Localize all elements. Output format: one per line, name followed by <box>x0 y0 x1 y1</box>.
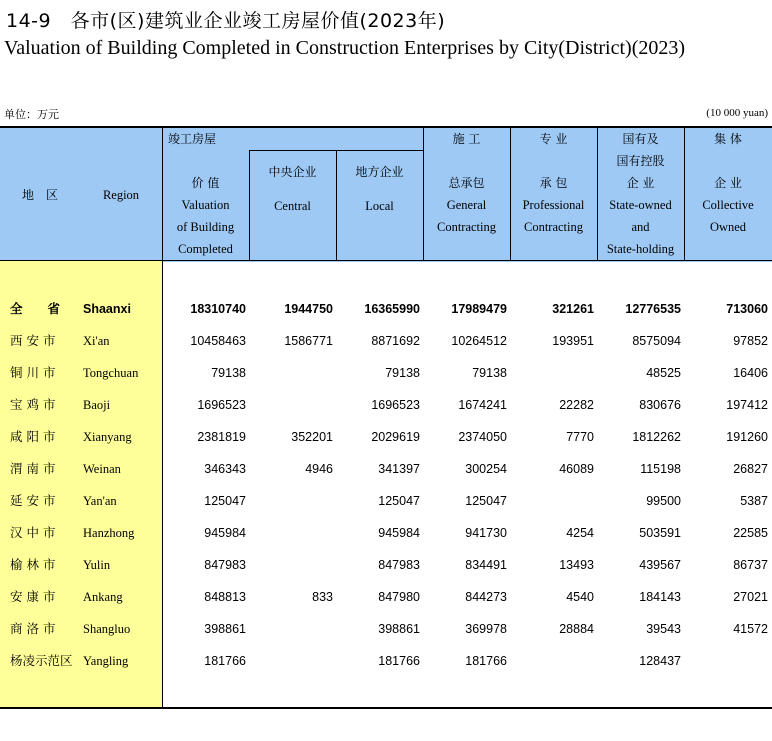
value-cell: 17989479 <box>451 302 507 316</box>
value-cell: 27021 <box>733 590 768 604</box>
region-name-cn: 榆 林 市 <box>10 557 56 572</box>
value-cell: 346343 <box>204 462 246 476</box>
header-central: 中央企业 Central <box>268 165 317 213</box>
table-row <box>0 325 772 357</box>
table-row <box>0 357 772 389</box>
value-cell: 26827 <box>733 462 768 476</box>
value-cell: 125047 <box>204 494 246 508</box>
value-cell: 18310740 <box>190 302 246 316</box>
value-cell: 184143 <box>639 590 681 604</box>
value-cell: 941730 <box>465 526 507 540</box>
value-cell: 99500 <box>646 494 681 508</box>
value-cell: 369978 <box>465 622 507 636</box>
value-cell: 10264512 <box>451 334 507 348</box>
value-cell: 848813 <box>204 590 246 604</box>
region-name-en: Tongchuan <box>83 366 139 380</box>
value-cell: 4254 <box>566 526 594 540</box>
header-region-en: Region <box>102 188 140 202</box>
value-cell: 79138 <box>472 366 507 380</box>
value-cell: 125047 <box>378 494 420 508</box>
value-cell: 439567 <box>639 558 681 572</box>
value-cell: 847983 <box>204 558 246 572</box>
value-cell: 713060 <box>726 302 768 316</box>
value-cell: 503591 <box>639 526 681 540</box>
value-cell: 16406 <box>733 366 768 380</box>
value-cell: 39543 <box>646 622 681 636</box>
value-cell: 1674241 <box>458 398 507 412</box>
table-row <box>0 613 772 645</box>
value-cell: 1696523 <box>197 398 246 412</box>
table-row <box>0 485 772 517</box>
value-cell: 321261 <box>552 302 594 316</box>
value-cell: 8871692 <box>371 334 420 348</box>
value-cell: 300254 <box>465 462 507 476</box>
value-cell: 10458463 <box>190 334 246 348</box>
value-cell: 847983 <box>378 558 420 572</box>
region-name-en: Xi'an <box>83 334 110 348</box>
value-cell: 197412 <box>726 398 768 412</box>
value-cell: 181766 <box>465 654 507 668</box>
table-row <box>0 549 772 581</box>
region-name-en: Weinan <box>83 462 121 476</box>
value-cell: 4540 <box>566 590 594 604</box>
value-cell: 4946 <box>305 462 333 476</box>
value-cell: 86737 <box>733 558 768 572</box>
value-cell: 398861 <box>378 622 420 636</box>
region-name-en: Baoji <box>83 398 111 412</box>
value-cell: 181766 <box>378 654 420 668</box>
value-cell: 352201 <box>291 430 333 444</box>
value-cell: 341397 <box>378 462 420 476</box>
region-name-en: Yangling <box>83 654 129 668</box>
value-cell: 48525 <box>646 366 681 380</box>
value-cell: 833 <box>312 590 333 604</box>
table-row <box>0 389 772 421</box>
value-cell: 2029619 <box>371 430 420 444</box>
value-cell: 2381819 <box>197 430 246 444</box>
value-cell: 97852 <box>733 334 768 348</box>
table-row <box>0 645 772 677</box>
value-cell: 79138 <box>211 366 246 380</box>
table-row <box>0 453 772 485</box>
value-cell: 1696523 <box>371 398 420 412</box>
header-subgroup-rule <box>249 150 423 151</box>
value-cell: 945984 <box>378 526 420 540</box>
region-name-cn: 渭 南 市 <box>10 461 56 476</box>
region-name-en: Yan'an <box>83 494 117 508</box>
unit-label-en: (10 000 yuan) <box>706 107 768 119</box>
value-cell: 12776535 <box>625 302 681 316</box>
value-cell: 2374050 <box>458 430 507 444</box>
header-state-owned: 国有及 国有控股 企 业 State-owned and State-holding <box>606 132 675 256</box>
region-name-en: Yulin <box>83 558 111 572</box>
header-local: 地方企业 Local <box>355 165 404 213</box>
data-table <box>0 126 772 710</box>
header-general-contracting: 施 工 总承包 General Contracting <box>436 132 496 234</box>
value-cell: 834491 <box>465 558 507 572</box>
value-cell: 181766 <box>204 654 246 668</box>
value-cell: 945984 <box>204 526 246 540</box>
table-header-rule <box>0 260 772 261</box>
value-cell: 46089 <box>559 462 594 476</box>
header-collective: 集 体 企 业 Collective Owned <box>702 132 754 234</box>
region-name-cn: 商 洛 市 <box>10 621 56 636</box>
value-cell: 1944750 <box>284 302 333 316</box>
value-cell: 1812262 <box>632 430 681 444</box>
header-region-cn: 地 区 <box>21 188 58 202</box>
region-name-cn: 铜 川 市 <box>10 365 56 380</box>
value-cell: 128437 <box>639 654 681 668</box>
value-cell: 1586771 <box>284 334 333 348</box>
region-name-cn: 延 安 市 <box>10 493 56 508</box>
value-cell: 22585 <box>733 526 768 540</box>
value-cell: 847980 <box>378 590 420 604</box>
page-title-cn: 14-9 各市(区)建筑业企业竣工房屋价值(2023年) <box>6 10 446 32</box>
table-row <box>0 421 772 453</box>
value-cell: 125047 <box>465 494 507 508</box>
region-name-en: Shaanxi <box>83 302 131 316</box>
value-cell: 7770 <box>566 430 594 444</box>
region-name-en: Hanzhong <box>83 526 135 540</box>
value-cell: 16365990 <box>364 302 420 316</box>
value-cell: 844273 <box>465 590 507 604</box>
header-value: 价 值 Valuation of Building Completed <box>176 176 235 256</box>
value-cell: 191260 <box>726 430 768 444</box>
region-name-cn: 汉 中 市 <box>10 525 56 540</box>
region-name-cn: 安 康 市 <box>10 589 56 604</box>
value-cell: 115198 <box>640 462 681 476</box>
unit-label-cn: 单位：万元 <box>4 108 59 121</box>
value-cell: 41572 <box>733 622 768 636</box>
value-cell: 193951 <box>552 334 594 348</box>
table-row <box>0 293 772 325</box>
table-bottom-rule <box>0 707 772 709</box>
value-cell: 8575094 <box>632 334 681 348</box>
page-title-en: Valuation of Building Completed in Construction Enterprises by City(District)(2023) <box>4 37 686 59</box>
region-name-cn: 全 省 <box>10 301 61 316</box>
value-cell: 28884 <box>559 622 594 636</box>
table-row <box>0 517 772 549</box>
value-cell: 5387 <box>740 494 768 508</box>
region-name-en: Ankang <box>83 590 123 604</box>
table-row <box>0 581 772 613</box>
value-cell: 22282 <box>559 398 594 412</box>
header-professional-contracting: 专 业 承 包 Professional Contracting <box>522 132 585 234</box>
region-name-cn: 西 安 市 <box>10 333 56 348</box>
value-cell: 398861 <box>204 622 246 636</box>
header-completed-cn: 竣工房屋 <box>168 132 217 146</box>
value-cell: 79138 <box>385 366 420 380</box>
region-name-cn: 咸 阳 市 <box>10 429 56 444</box>
region-name-en: Shangluo <box>83 622 131 636</box>
value-cell: 830676 <box>639 398 681 412</box>
region-name-cn: 宝 鸡 市 <box>10 397 56 412</box>
region-name-cn: 杨凌示范区 <box>10 653 73 668</box>
value-cell: 13493 <box>559 558 594 572</box>
region-name-en: Xianyang <box>83 430 132 444</box>
